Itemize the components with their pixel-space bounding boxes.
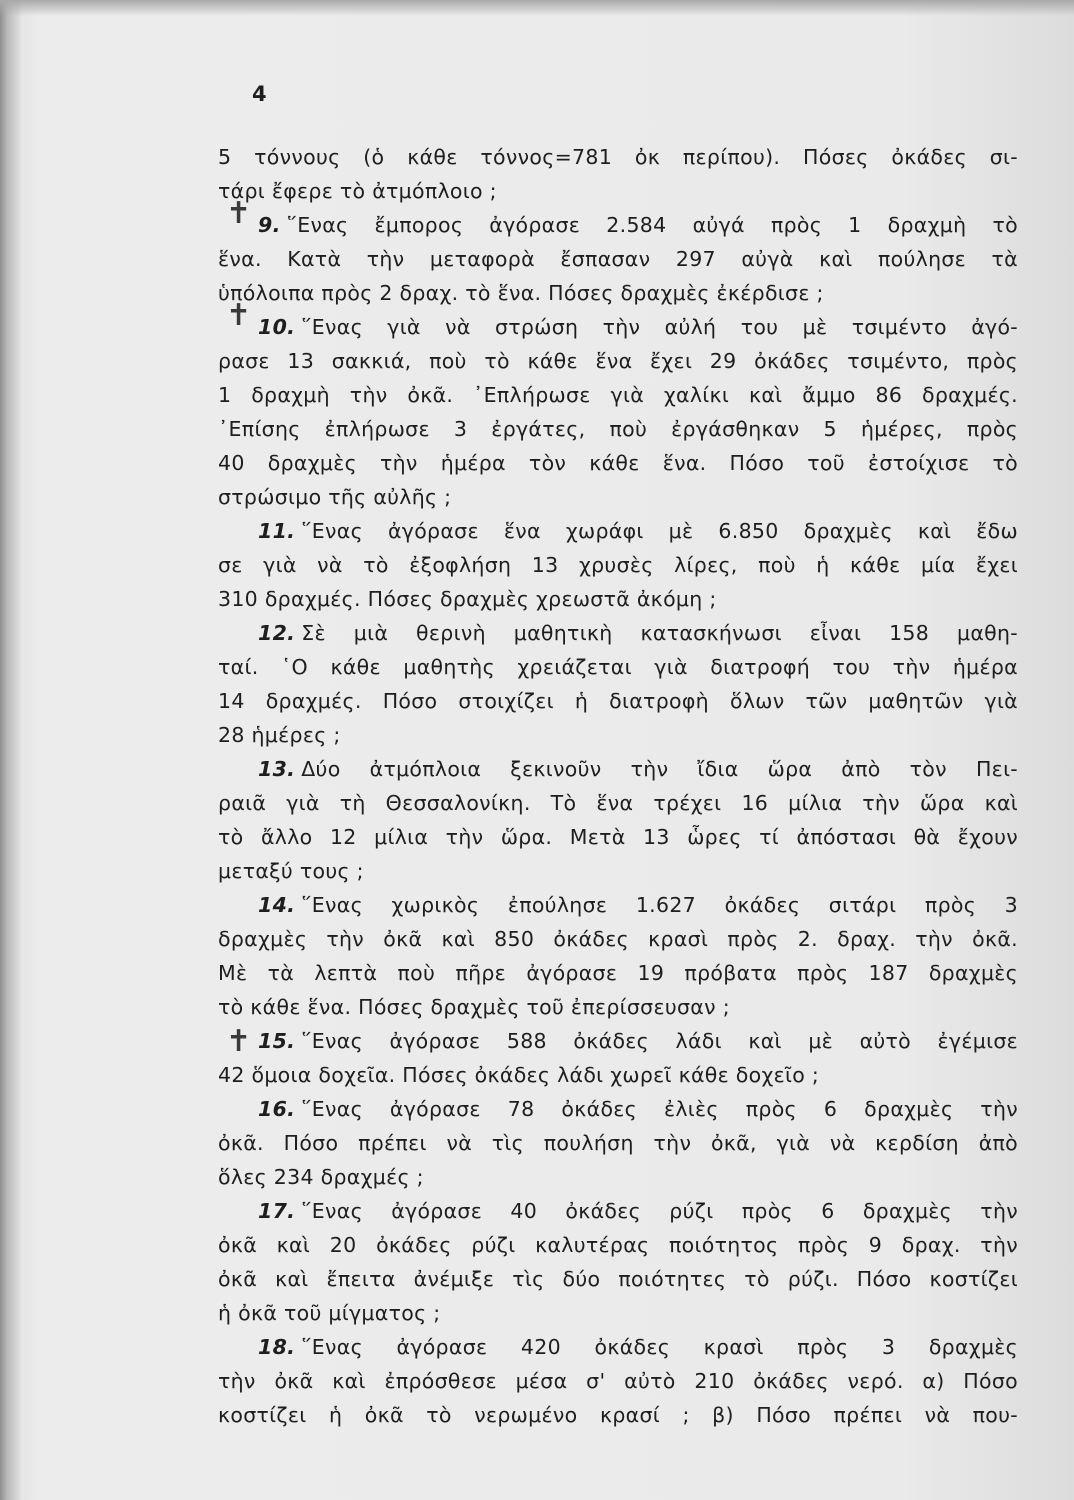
problem-number: 16.: [258, 1097, 296, 1121]
line-text: 28 ἡμέρες ;: [218, 723, 341, 747]
line-text: ὀκᾶ καὶ ἔπειτα ἀνέμιξε τὶς δύο ποιότητες τὸ ρύζι. Πόσο κοστίζει: [218, 1267, 1018, 1291]
line-text: ῞Ενας χωρικὸς ἐπούλησε 1.627 ὀκάδες σιτάρι πρὸς 3: [301, 893, 1018, 917]
line-text: Μὲ τὰ λεπτὰ ποὺ πῆρε ἀγόρασε 19 πρόβατα πρὸς 187 δραχμὲς: [218, 961, 1018, 985]
text-line: [218, 1364, 1018, 1398]
text-line: [218, 616, 1018, 650]
line-text: ἡ ὀκᾶ τοῦ μίγματος ;: [218, 1301, 441, 1325]
text-line: [218, 1160, 1018, 1194]
text-line: [218, 752, 1018, 786]
text-line: [218, 956, 1018, 990]
line-text: τὴν ὀκᾶ καὶ ἐπρόσθεσε μέσα σ' αὐτὸ 210 ὀκάδες νερό. α) Πόσο: [218, 1369, 1018, 1393]
text-line: [218, 174, 1018, 208]
line-text: τὸ κάθε ἕνα. Πόσες δραχμὲς τοῦ ἐπερίσσευσαν ;: [218, 995, 730, 1019]
line-text: ῞Ενας ἀγόρασε ἕνα χωράφι μὲ 6.850 δραχμὲς καὶ ἔδω: [301, 519, 1018, 543]
problem-number: 12.: [258, 621, 296, 645]
text-line: [218, 1398, 1018, 1432]
text-line: [218, 1092, 1018, 1126]
problem-number: 17.: [258, 1199, 296, 1223]
line-text: μεταξύ τους ;: [218, 859, 364, 883]
text-line: [218, 888, 1018, 922]
text-line: [218, 276, 1018, 310]
line-text: κοστίζει ἡ ὀκᾶ τὸ νερωμένο κρασί ; β) Πόσο πρέπει νὰ που-: [218, 1403, 1018, 1427]
text-line: [218, 412, 1018, 446]
problem-number: 13.: [258, 757, 296, 781]
problem-text-block: [218, 140, 1018, 1432]
line-text: ρασε 13 σακκιά, ποὺ τὸ κάθε ἕνα ἔχει 29 ὀκάδες τσιμέντο, πρὸς: [218, 349, 1018, 373]
text-line: [218, 310, 1018, 344]
line-text: ᾿Επίσης ἐπλήρωσε 3 ἐργάτες, ποὺ ἐργάσθηκαν 5 ἡμέρες, πρὸς: [218, 417, 1018, 441]
text-line: [218, 582, 1018, 616]
text-line: [218, 650, 1018, 684]
pencil-cross-mark-16: ✝: [226, 1024, 252, 1059]
line-text: ῞Ενας ἀγόρασε 588 ὀκάδες λάδι καὶ μὲ αὐτὸ ἐγέμισε: [301, 1029, 1018, 1053]
line-text: ταί. ῾Ο κάθε μαθητὴς χρειάζεται γιὰ διατροφή του τὴν ἡμέρα: [218, 655, 1018, 679]
text-line: [218, 820, 1018, 854]
line-text: 5 τόννους (ὁ κάθε τόννος=781 ὀκ περίπου). Πόσες ὀκάδες σι-: [218, 145, 1018, 169]
line-text: ὑπόλοιπα πρὸς 2 δραχ. τὸ ἕνα. Πόσες δραχμὲς ἐκέρδισε ;: [218, 281, 824, 305]
text-line: [218, 242, 1018, 276]
page-number: 4: [252, 82, 267, 106]
text-line: [218, 684, 1018, 718]
line-text: στρώσιμο τῆς αὐλῆς ;: [218, 485, 452, 509]
line-text: σε γιὰ νὰ τὸ ἐξοφλήση 13 χρυσὲς λίρες, ποὺ ἡ κάθε μία ἔχει: [218, 553, 1018, 577]
line-text: Δύο ἀτμόπλοια ξεκινοῦν τὴν ἴδια ὥρα ἀπὸ τὸν Πει-: [301, 757, 1018, 781]
top-edge-shadow: [0, 0, 1074, 16]
line-text: ῞Ενας ἀγόρασε 78 ὀκάδες ἐλιὲς πρὸς 6 δραχμὲς τὴν: [301, 1097, 1018, 1121]
text-line: [218, 922, 1018, 956]
text-line: [218, 1262, 1018, 1296]
binding-shadow: [0, 0, 22, 1500]
problem-number: 9.: [258, 213, 281, 237]
line-text: τὸ ἄλλο 12 μίλια τὴν ὥρα. Μετὰ 13 ὧρες τί ἀπόστασι θὰ ἔχουν: [218, 825, 1018, 849]
text-line: [218, 1228, 1018, 1262]
line-text: ῞Ενας ἀγόρασε 420 ὀκάδες κρασὶ πρὸς 3 δραχμὲς: [301, 1335, 1018, 1359]
pencil-cross-mark-10: ✝: [226, 298, 252, 333]
pencil-cross-mark-9: ✝: [226, 196, 252, 231]
problem-number: 15.: [258, 1029, 296, 1053]
line-text: Σὲ μιὰ θερινὴ μαθητικὴ κατασκήνωσι εἶναι 158 μαθη-: [301, 621, 1018, 645]
line-text: ὀκᾶ. Πόσο πρέπει νὰ τὶς πουλήση τὴν ὀκᾶ, γιὰ νὰ κερδίση ἀπὸ: [218, 1131, 1018, 1155]
line-text: 1 δραχμὴ τὴν ὀκᾶ. ᾿Επλήρωσε γιὰ χαλίκι καὶ ἄμμο 86 δραχμές.: [218, 383, 1018, 407]
text-line: [218, 854, 1018, 888]
problem-number: 14.: [258, 893, 296, 917]
line-text: ῞Ενας ἀγόρασε 40 ὀκάδες ρύζι πρὸς 6 δραχμὲς τὴν: [301, 1199, 1018, 1223]
text-line: [218, 446, 1018, 480]
text-line: [218, 344, 1018, 378]
text-line: [218, 548, 1018, 582]
line-text: 14 δραχμές. Πόσο στοιχίζει ἡ διατροφὴ ὅλων τῶν μαθητῶν γιὰ: [218, 689, 1018, 713]
line-text: δραχμὲς τὴν ὀκᾶ καὶ 850 ὀκάδες κρασὶ πρὸς 2. δραχ. τὴν ὀκᾶ.: [218, 927, 1018, 951]
line-text: 40 δραχμὲς τὴν ἡμέρα τὸν κάθε ἕνα. Πόσο τοῦ ἐστοίχισε τὸ: [218, 451, 1018, 475]
line-text: ῞Ενας γιὰ νὰ στρώση τὴν αὐλή του μὲ τσιμέντο ἀγό-: [301, 315, 1018, 339]
text-line: [218, 1024, 1018, 1058]
line-text: τάρι ἔφερε τὸ ἀτμόπλοιο ;: [218, 179, 497, 203]
text-line: [218, 208, 1018, 242]
text-line: [218, 1058, 1018, 1092]
text-line: [218, 1330, 1018, 1364]
line-text: ὀκᾶ καὶ 20 ὀκάδες ρύζι καλυτέρας ποιότητος πρὸς 9 δραχ. τὴν: [218, 1233, 1018, 1257]
text-line: [218, 480, 1018, 514]
text-line: [218, 1126, 1018, 1160]
text-line: [218, 378, 1018, 412]
line-text: 42 ὅμοια δοχεῖα. Πόσες ὀκάδες λάδι χωρεῖ κάθε δοχεῖο ;: [218, 1063, 820, 1087]
problem-number: 10.: [258, 315, 296, 339]
problem-number: 11.: [258, 519, 296, 543]
line-text: ῞Ενας ἔμπορος ἀγόρασε 2.584 αὐγά πρὸς 1 δραχμὴ τὸ: [286, 213, 1018, 237]
line-text: ραιᾶ γιὰ τὴ Θεσσαλονίκη. Τὸ ἕνα τρέχει 16 μίλια τὴν ὥρα καὶ: [218, 791, 1018, 815]
text-line: [218, 786, 1018, 820]
text-line: [218, 1194, 1018, 1228]
line-text: ὅλες 234 δραχμές ;: [218, 1165, 424, 1189]
text-line: [218, 990, 1018, 1024]
text-line: [218, 514, 1018, 548]
text-line: [218, 718, 1018, 752]
problem-number: 18.: [258, 1335, 296, 1359]
text-line: [218, 1296, 1018, 1330]
line-text: 310 δραχμές. Πόσες δραχμὲς χρεωστᾶ ἀκόμη ;: [218, 587, 717, 611]
text-line: [218, 140, 1018, 174]
line-text: ἕνα. Κατὰ τὴν μεταφορὰ ἔσπασαν 297 αὐγὰ καὶ πούλησε τὰ: [218, 247, 1018, 271]
